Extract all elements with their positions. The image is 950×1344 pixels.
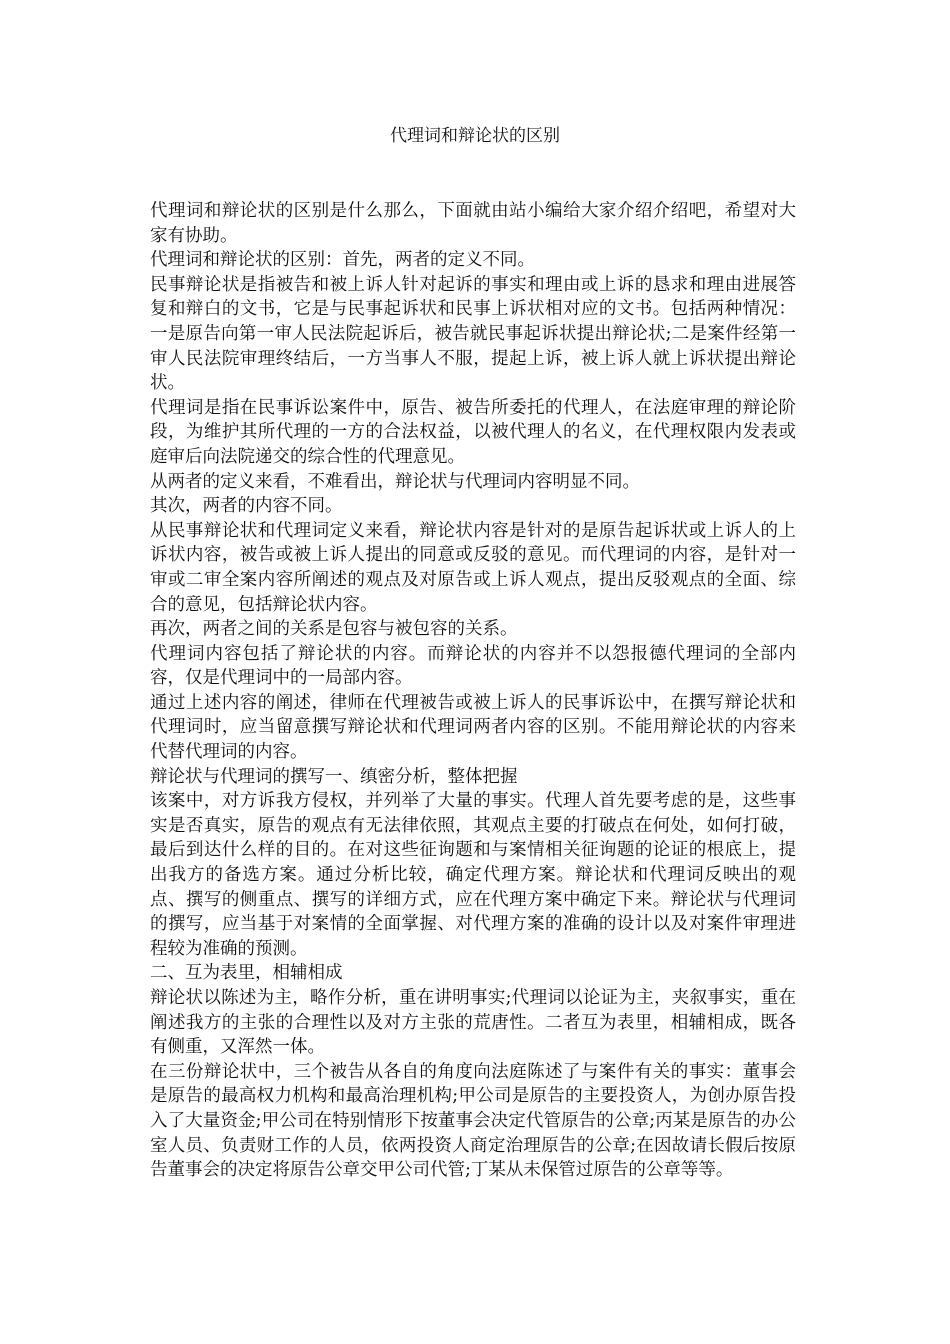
paragraph: 再次，两者之间的关系是包容与被包容的关系。 bbox=[150, 619, 518, 640]
paragraph: 辩论状以陈述为主，略作分析，重在讲明事实;代理词以论证为主，夹叙事实，重在阐述我方的主张的合理性以及对方主张的荒唐性。二者互为表里，相辅相成，既各有侧重，又浑然一体。 bbox=[150, 988, 796, 1058]
document-body bbox=[150, 199, 796, 1183]
paragraph: 该案中，对方诉我方侵权，并列举了大量的事实。代理人首先要考虑的是，这些事实是否真实，原告的观点有无法律依照，其观点主要的打破点在何处，如何打破，最后到达什么样的目的。在对这些征询题和与案情相关征询题的论证的根底上，提出我方的备选方案。通过分析比较，确定代理方案。辩论状和代理词反映出的观点、撰写的侧重点、撰写的详细方式，应在代理方案中确定下来。辩论状与代理词的撰写，应当基于对案情的全面掌握、对代理方案的准确的设计以及对案件审理进程较为准确的预测。 bbox=[150, 791, 796, 959]
section-heading: 辩论状与代理词的撰写一、缜密分析，整体把握 bbox=[150, 766, 518, 787]
document-title: 代理词和辩论状的区别 bbox=[390, 126, 560, 146]
paragraph: 代理词和辩论状的区别：首先，两者的定义不同。 bbox=[150, 250, 535, 271]
paragraph: 通过上述内容的阐述，律师在代理被告或被上诉人的民事诉讼中，在撰写辩论状和代理词时，应当留意撰写辩论状和代理词两者内容的区别。不能用辩论状的内容来代替代理词的内容。 bbox=[150, 692, 796, 763]
paragraph: 代理词内容包括了辩论状的内容。而辩论状的内容并不以怨报德代理词的全部内容，仅是代理词中的一局部内容。 bbox=[150, 643, 796, 689]
paragraph: 代理词和辩论状的区别是什么那么，下面就由站小编给大家介绍介绍吧，希望对大家有协助。 bbox=[150, 201, 796, 246]
paragraph: 从民事辩论状和代理词定义来看，辩论状内容是针对的是原告起诉状或上诉人的上诉状内容，被告或被上诉人提出的同意或反驳的意见。而代理词的内容，是针对一审或二审全案内容所阐述的观点及对原告或上诉人观点，提出反驳观点的全面、综合的意见，包括辩论状内容。 bbox=[150, 520, 796, 615]
paragraph: 代理词是指在民事诉讼案件中，原告、被告所委托的代理人，在法庭审理的辩论阶段，为维护其所代理的一方的合法权益，以被代理人的名义，在代理权限内发表或庭审后向法院递交的综合性的代理意见。 bbox=[150, 397, 796, 467]
paragraph: 其次，两者的内容不同。 bbox=[150, 496, 343, 517]
section-heading: 二、互为表里，相辅相成 bbox=[150, 963, 343, 984]
paragraph: 民事辩论状是指被告和被上诉人针对起诉的事实和理由或上诉的恳求和理由进展答复和辩白的文书，它是与民事起诉状和民事上诉状相对应的文书。包括两种情况：一是原告向第一审人民法院起诉后，被告就民事起诉状提出辩论状;二是案件经第一审人民法院审理终结后，一方当事人不服，提起上诉，被上诉人就上诉状提出辩论状。 bbox=[150, 274, 796, 394]
paragraph: 从两者的定义来看，不难看出，辩论状与代理词内容明显不同。 bbox=[150, 471, 640, 492]
paragraph: 在三份辩论状中，三个被告从各自的角度向法庭陈述了与案件有关的事实：董事会是原告的最高权力机构和最高治理机构;甲公司是原告的主要投资人，为创办原告投入了大量资金;甲公司在特别情形下按董事会决定代管原告的公章;丙某是原告的办公室人员、负责财工作的人员，依两投资人商定治理原告的公章;在因故请长假后按原告董事会的决定将原告公章交甲公司代管;丁某从未保管过原告的公章等等。 bbox=[150, 1061, 796, 1181]
